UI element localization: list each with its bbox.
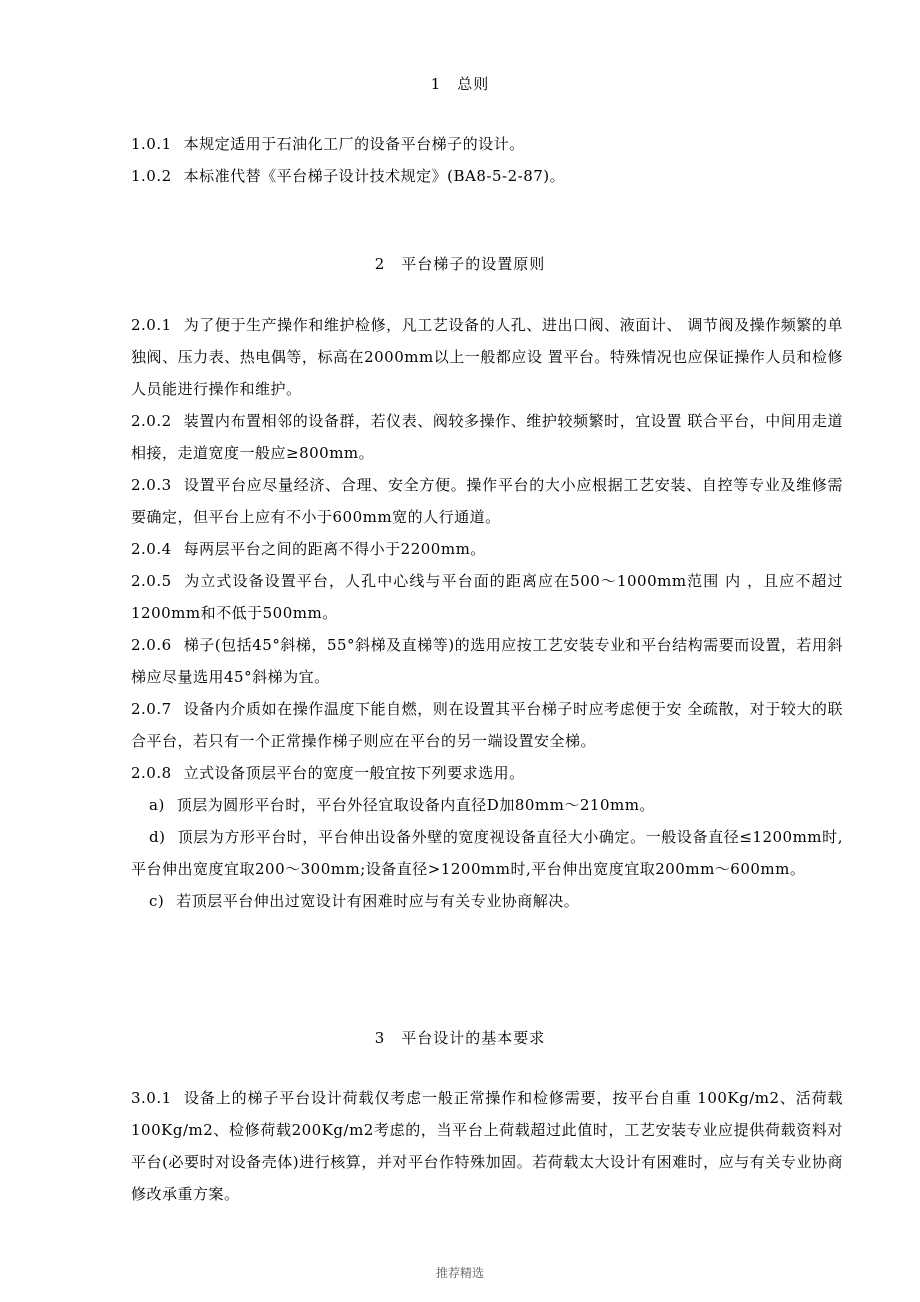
clause-text: 为了便于生产操作和维护检修，凡工艺设备的人孔、进出口阀、液面计、 调节阀及操作频繁的单独阀、压力表、热电偶等，标高在2000mm以上一般都应设 置平台。特殊情况也应保证操作人员和检修人员能进行操作和维护。 bbox=[131, 316, 843, 398]
clause-number: 1.0.1 bbox=[131, 135, 172, 153]
section-1-heading: 1 总则 bbox=[430, 75, 490, 93]
clause-number: 3.0.1 bbox=[131, 1089, 172, 1107]
clause-number: 2.0.3 bbox=[131, 476, 172, 494]
clause-3-0-1 bbox=[131, 1082, 843, 1210]
clause-2-0-7 bbox=[131, 693, 843, 757]
clause-text: 每两层平台之间的距离不得小于2200mm。 bbox=[183, 540, 486, 558]
clause-number: 2.0.7 bbox=[131, 700, 172, 718]
clause-number: 2.0.5 bbox=[131, 572, 172, 590]
clause-2-0-4 bbox=[131, 533, 843, 565]
clause-2-0-3 bbox=[131, 469, 843, 533]
section-3-heading: 3 平台设计的基本要求 bbox=[374, 1029, 546, 1047]
clause-number: 2.0.8 bbox=[131, 764, 172, 782]
clause-2-0-5 bbox=[131, 565, 843, 629]
clause-1-0-2 bbox=[131, 160, 843, 192]
clause-text: 立式设备顶层平台的宽度一般宜按下列要求选用。 bbox=[183, 764, 525, 782]
subclause-text: 若顶层平台伸出过宽设计有困难时应与有关专业协商解决。 bbox=[176, 892, 580, 910]
clause-text: 设备上的梯子平台设计荷载仅考虑一般正常操作和检修需要，按平台自重 100Kg/m2、活荷载100Kg/m2、检修荷载200Kg/m2考虑的，当平台上荷载超过此值时，工艺安装专业应提供荷载资料对平台(必要时对设备壳体)进行核算，并对平台作特殊加固。若荷载太大设计有困难时，应与有关专业协商修改承重方案。 bbox=[131, 1089, 843, 1203]
subclause-a bbox=[131, 789, 843, 821]
subclause-text: 顶层为方形平台时，平台伸出设备外壁的宽度视设备直径大小确定。一般设备直径≤1200mm时,平台伸出宽度宜取200～300mm;设备直径>1200mm时,平台伸出宽度宜取200mm～600mm。 bbox=[131, 828, 843, 878]
subclause-text: 顶层为圆形平台时，平台外径宜取设备内直径D加80mm～210mm。 bbox=[176, 796, 655, 814]
clause-number: 2.0.4 bbox=[131, 540, 172, 558]
clause-number: 1.0.2 bbox=[131, 167, 172, 185]
clause-2-0-2 bbox=[131, 405, 843, 469]
clause-2-0-6 bbox=[131, 629, 843, 693]
clause-number: 2.0.2 bbox=[131, 412, 172, 430]
subclause-label: d) bbox=[149, 828, 166, 846]
clause-number: 2.0.6 bbox=[131, 636, 172, 654]
section-2-heading: 2 平台梯子的设置原则 bbox=[374, 255, 546, 273]
subclause-label: a) bbox=[149, 796, 165, 814]
clause-text: 设备内介质如在操作温度下能自燃，则在设置其平台梯子时应考虑便于安 全疏散，对于较大的联合平台，若只有一个正常操作梯子则应在平台的另一端设置安全梯。 bbox=[131, 700, 843, 750]
clause-text: 本规定适用于石油化工厂的设备平台梯子的设计。 bbox=[183, 135, 525, 153]
subclause-d bbox=[131, 821, 843, 885]
clause-text: 装置内布置相邻的设备群，若仪表、阀较多操作、维护较频繁时，宜设置 联合平台，中间用走道相接，走道宽度一般应≥800mm。 bbox=[131, 412, 843, 462]
subclause-label: c) bbox=[149, 892, 165, 910]
section-2-body bbox=[131, 309, 843, 917]
section-1-body bbox=[131, 128, 843, 192]
clause-text: 本标准代替《平台梯子设计技术规定》(BA8-5-2-87)。 bbox=[183, 167, 566, 185]
clause-1-0-1 bbox=[131, 128, 843, 160]
clause-number: 2.0.1 bbox=[131, 316, 172, 334]
subclause-c bbox=[131, 885, 843, 917]
clause-text: 梯子(包括45°斜梯，55°斜梯及直梯等)的选用应按工艺安装专业和平台结构需要而设置，若用斜梯应尽量选用45°斜梯为宜。 bbox=[131, 636, 843, 686]
clause-2-0-1 bbox=[131, 309, 843, 405]
page-footer: 推荐精选 bbox=[435, 1266, 484, 1280]
section-3-body bbox=[131, 1082, 843, 1210]
clause-2-0-8 bbox=[131, 757, 843, 789]
clause-text: 设置平台应尽量经济、合理、安全方便。操作平台的大小应根据工艺安装、自控等专业及维修需要确定，但平台上应有不小于600mm宽的人行通道。 bbox=[131, 476, 843, 526]
clause-text: 为立式设备设置平台，人孔中心线与平台面的距离应在500～1000mm范围 内 ，且应不超过1200mm和不低于500mm。 bbox=[131, 572, 843, 622]
